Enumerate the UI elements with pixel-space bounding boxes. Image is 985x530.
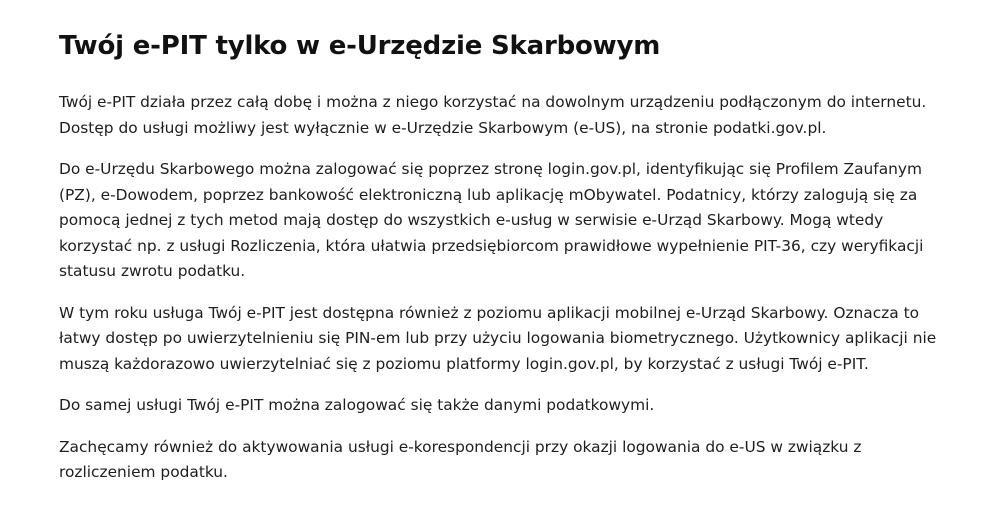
article-paragraph-5: Zachęcamy również do aktywowania usługi e-korespondencji przy okazji logowania do e-US w związku z rozliczeniem podatku.: [59, 437, 862, 481]
article-paragraph-1: Twój e-PIT działa przez całą dobę i można z niego korzystać na dowolnym urządzeniu podłączonym do internetu. Dostęp do usługi możliwy jest wyłącznie w e-Urzędzie Skarbowym (e-US), na stronie podatki.gov.pl.: [59, 93, 927, 137]
article-paragraph-2: Do e-Urzędu Skarbowego można zalogować się poprzez stronę login.gov.pl, identyfikując się Profilem Zaufanym (PZ), e-Dowodem, poprzez bankowość elektroniczną lub aplikację mObywatel. Podatnicy, którzy zalogują się za pomocą jednej z tych metod mają dostęp do wszystkich e-usług w serwisie e-Urząd Skarbowy. Mogą wtedy korzystać np. z usługi Rozliczenia, która ułatwia przedsiębiorcom prawidłowe wypełnienie PIT-36, czy weryfikacji statusu zwrotu podatku.: [59, 160, 924, 280]
article: [59, 28, 939, 502]
article-paragraph-3: W tym roku usługa Twój e-PIT jest dostępna również z poziomu aplikacji mobilnej e-Urząd Skarbowy. Oznacza to łatwy dostęp po uwierzytelnieniu się PIN-em lub przy użyciu logowania biometrycznego. Użytkownicy aplikacji nie muszą każdorazowo uwierzytelniać się z poziomu platformy login.gov.pl, by korzystać z usługi Twój e-PIT.: [59, 303, 937, 373]
article-title: Twój e-PIT tylko w e-Urzędzie Skarbowym: [59, 31, 661, 61]
article-paragraph-4: Do samej usługi Twój e-PIT można zalogować się także danymi podatkowymi.: [59, 396, 655, 414]
